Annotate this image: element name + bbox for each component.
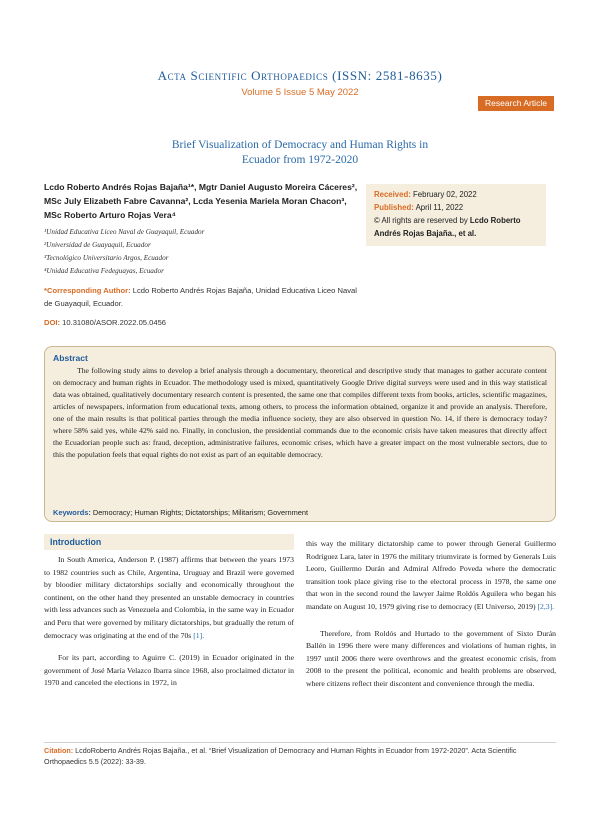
keywords-label: Keywords:: [53, 508, 91, 517]
affiliation-3: ³Tecnológico Universitario Argos, Ecuador: [44, 254, 169, 262]
intro-paragraph-1: [44, 554, 294, 642]
corresponding-author: [44, 284, 364, 310]
abstract-heading: Abstract: [53, 353, 88, 363]
abstract-text: The following study aims to develop a brief analysis through a documentary, theoretical and descriptive study that manages to gather accurate content on democracy and human rights in Ecuador. The methodology used is mixed, quantitatively Google Drive digital surveys were used and in this way statistical data was obtained, qualitatively documentary research content is presented, the same one that compiles different texts from books, articles, scientific magazines, articles of newspapers, information from educational texts, among others, to process the information obtained, organize it and provide an analysis. Therefore, one of the main results is that political parties through the media influence society, they are also observed in question No. 14, if there is democracy today? where 58% said yes, while 42% said no. Finally, in conclusion, the presidential commands due to the economic crisis have taken measures that directly affect the Ecuadorian people such as: fraud, deception, administrative failures, economic crises, which have a greater impact on the most vulnerable sectors, due to this the population feels that equal rights do not exist as part of an equitable democracy.: [53, 366, 547, 459]
affiliation-4: ⁴Unidad Educativa Fedeguayas, Ecuador: [44, 267, 164, 275]
citation-footer: [44, 745, 556, 767]
article-type-badge: Research Article: [478, 96, 554, 111]
published-date: April 11, 2022: [415, 203, 464, 212]
citation-link[interactable]: [1].: [193, 630, 205, 640]
citation-text: LcdoRoberto Andrés Rojas Bajaña., et al. “Brief Visualization of Democracy and Human Rights in Ecuador from 1972-2020”. Acta Scientific Orthopaedics 5.5 (2022): 33-39.: [44, 746, 517, 766]
title-line-2: Ecuador from 1972-2020: [241, 154, 359, 166]
published-label: Published:: [374, 203, 414, 212]
citation-label: Citation:: [44, 746, 74, 755]
keywords-text: Democracy; Human Rights; Dictatorships; Militarism; Government: [92, 508, 309, 517]
left-column: [44, 554, 294, 690]
intro-p3-text: this way the military dictatorship came to power through General Guillermo Rodríguez Lara, later in 1976 the military triumvirate is formed by Generals Luis Leoro, Guillermo Durán and Admiral Alfredo Poveda where the democratic transition took place giving rise to the electoral process in 1978, the same one that won in the second round the lawyer Jaime Roldós Aguilera who began his mandate on August 10, 1979 giving rise to democracy (El Universo, 2019): [306, 539, 556, 611]
intro-paragraph-3: [306, 538, 556, 614]
intro-p1-text: In South America, Anderson P. (1987) affirms that between the years 1973 to 1982 countries such as Chile, Argentina, Uruguay and Brazil were governed by bloodier military dictatorships socially and economically throughout the continent, on the other hand they presented an unstable democracy in countries with less advances such as Venezuela and Colombia, in the same way in Ecuador and Peru that were governed by military dictatorships, but gradually the return of democracy was originating at the end of the 70s: [44, 555, 294, 640]
article-title: [100, 138, 500, 168]
intro-paragraph-2: For its part, according to Aguirre C. (2019) in Ecuador originated in the government of José María Velazco Ibarra since 1968, also proclaimed dictator in 1970 and canceled the elections in 1972, in: [44, 653, 294, 688]
doi: [44, 318, 166, 327]
affiliation-2: ²Universidad de Guayaquil, Ecuador: [44, 241, 151, 249]
rights-text: © All rights are reserved by: [374, 216, 468, 225]
journal-title: Acta Scientific Orthopaedics (ISSN: 2581-8635): [157, 68, 443, 83]
received-date: February 02, 2022: [413, 190, 477, 199]
rights-author: Lcdo Roberto Andrés Rojas Bajaña., et al.: [374, 216, 521, 238]
introduction-heading: Introduction: [44, 534, 294, 550]
issue-info: Volume 5 Issue 5 May 2022: [241, 87, 359, 98]
corresponding-text: Lcdo Roberto Andrés Rojas Bajaña, Unidad Educativa Liceo Naval de Guayaquil, Ecuador.: [44, 286, 357, 308]
doi-label: DOI:: [44, 318, 61, 327]
footer-divider: [44, 742, 556, 743]
citation-link[interactable]: [2,3].: [537, 601, 555, 611]
doi-value[interactable]: 10.31080/ASOR.2022.05.0456: [62, 318, 167, 327]
affiliation-1: ¹Unidad Educativa Liceo Naval de Guayaquil, Ecuador: [44, 228, 205, 236]
received-label: Received:: [374, 190, 411, 199]
right-column: [306, 538, 556, 691]
corresponding-label: *Corresponding Author:: [44, 286, 131, 295]
dates-box: [366, 184, 546, 246]
keywords: [53, 508, 308, 517]
author-list: Lcdo Roberto Andrés Rojas Bajaña¹*, Mgtr Daniel Augusto Moreira Cáceres², MSc July Elizabeth Fabre Cavanna², Lcda Yesenia Mariela Moran Chacon³, MSc Roberto Arturo Rojas Vera⁴: [44, 182, 358, 220]
intro-paragraph-4: Therefore, from Roldós and Hurtado to the government of Sixto Durán Ballén in 1996 there were many differences and violations of human rights, in 1997 until 2006 there were overthrows and the greatest economic crisis, from 2008 to the present the political, economic and health problems are observed, where citizens reflect their discontent and convenience through the media.: [306, 628, 556, 688]
title-line-1: Brief Visualization of Democracy and Human Rights in: [171, 139, 429, 151]
abstract-box: [44, 346, 556, 522]
